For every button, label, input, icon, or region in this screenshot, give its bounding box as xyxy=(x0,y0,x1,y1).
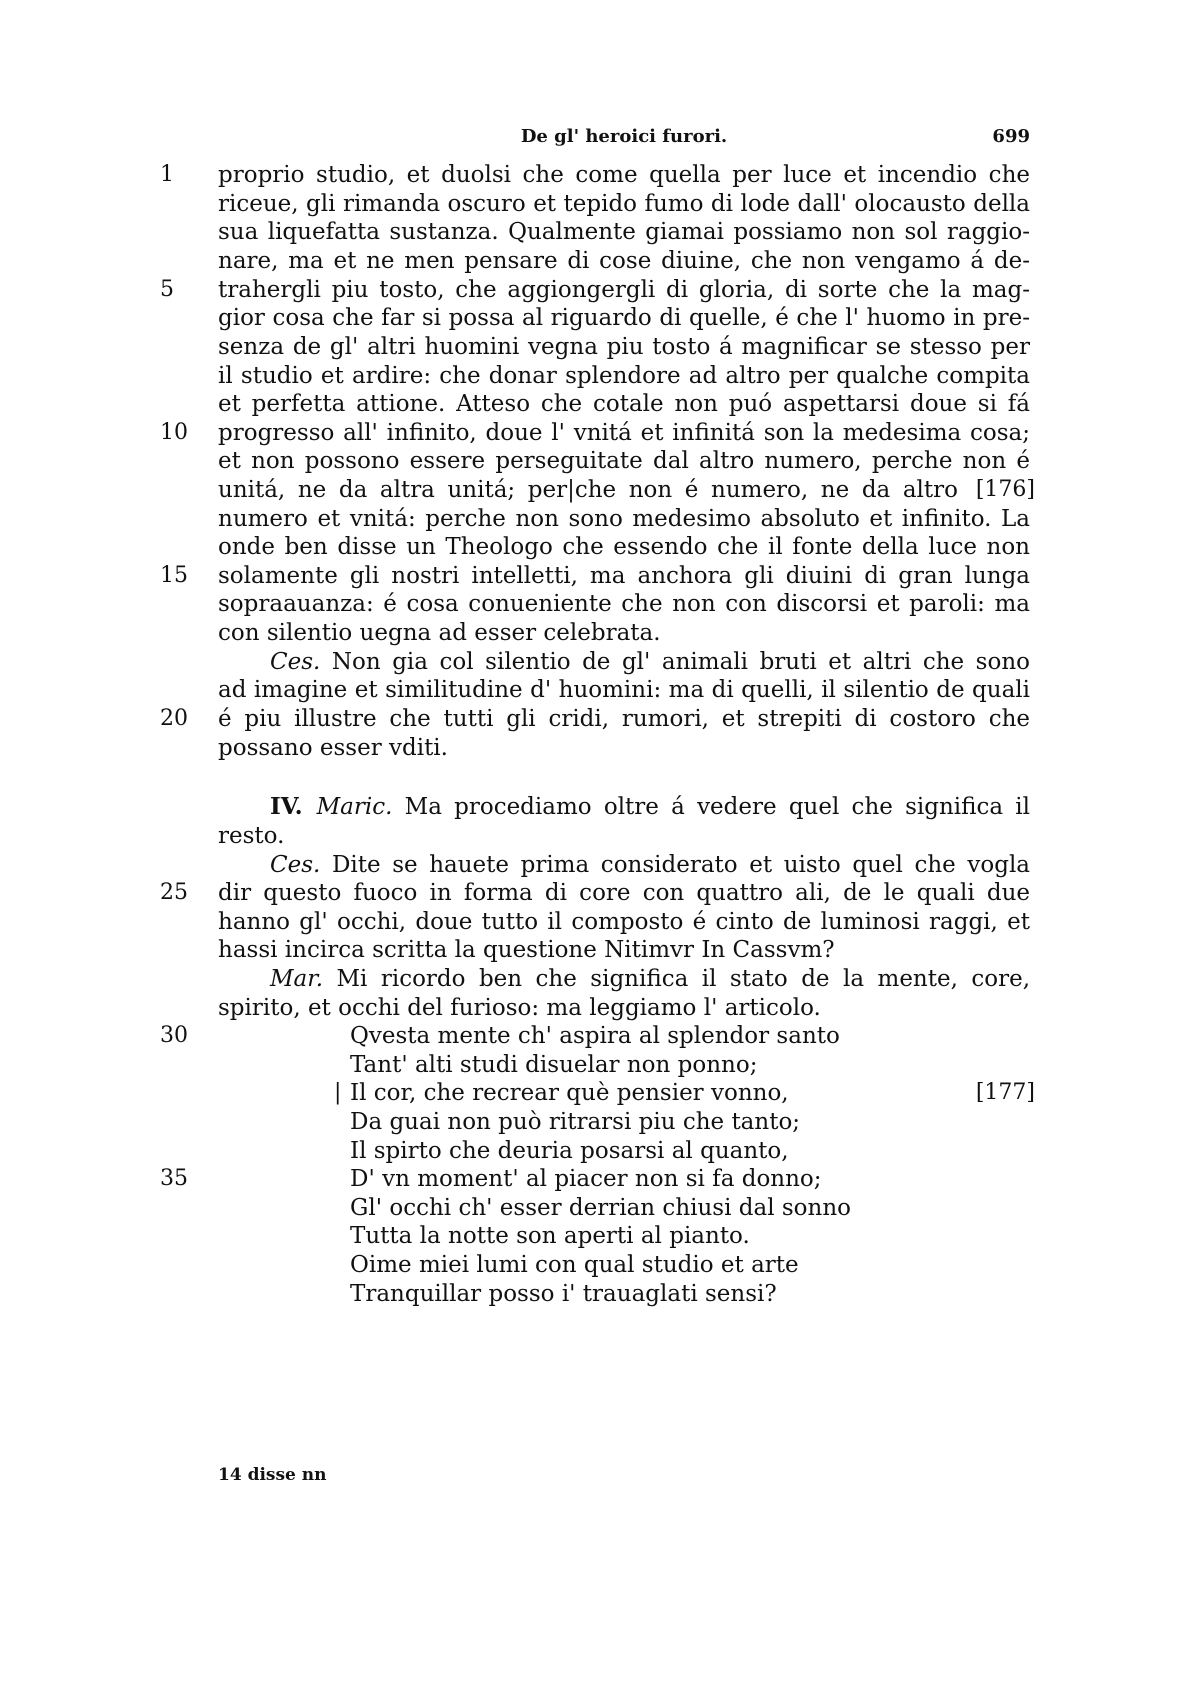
text-line: ad imagine et similitudine d' huomini: ma di quelli, il silentio de quali xyxy=(218,677,1030,703)
speech-text: Dite se hauete prima considerato et uisto quel che vogla xyxy=(331,852,1031,878)
text-line: é piu illustre che tutti gli cridi, rumori, et strepiti di costoro che xyxy=(218,706,1030,732)
text-line: progresso all' infinito, doue l' vnitá et infinitá son la medesima cosa; xyxy=(218,420,1030,446)
speaker-label: Ces. xyxy=(270,649,321,675)
verse-line: Tant' alti studi disuelar non ponno; xyxy=(350,1052,758,1078)
text-line: numero et vnitá: perche non sono medesimo absoluto et infinito. La xyxy=(218,506,1030,532)
speech-text: Non gia col silentio de gl' animali bruti et altri che sono xyxy=(331,649,1030,675)
text-line: hanno gl' occhi, doue tutto il composto é cinto de luminosi raggi, et xyxy=(218,909,1030,935)
section-numeral: IV. xyxy=(270,793,303,820)
text-line: sua liquefatta sustanza. Qualmente giamai possiamo non sol raggio- xyxy=(218,219,1030,245)
page-header xyxy=(218,126,1030,156)
text-line: dir questo fuoco in forma di core con quattro ali, de le quali due xyxy=(218,880,1030,906)
verse-line: Tutta la notte son aperti al pianto. xyxy=(350,1223,750,1249)
line-number: 15 xyxy=(160,563,188,588)
footnote: 14 disse nn xyxy=(218,1465,327,1485)
verse-line: Il cor, che recrear què pensier vonno, xyxy=(350,1080,789,1106)
text-line: possano esser vditi. xyxy=(218,735,448,761)
text-line: hassi incirca scritta la questione Nitimvr In Cassvm? xyxy=(218,937,835,963)
line-number: 10 xyxy=(160,420,188,445)
verse-line: Qvesta mente ch' aspira al splendor santo xyxy=(350,1023,840,1049)
text-line: trahergli piu tosto, che aggiongergli di gloria, di sorte che la mag- xyxy=(218,277,1030,303)
text-line: spirito, et occhi del furioso: ma leggiamo l' articolo. xyxy=(218,995,821,1021)
text-line: con silentio uegna ad esser celebrata. xyxy=(218,620,661,646)
text-line: solamente gli nostri intelletti, ma anchora gli diuini di gran lunga xyxy=(218,563,1030,589)
text-line: gior cosa che far si possa al riguardo di quelle, é che l' huomo in pre- xyxy=(218,305,1030,331)
text-line: onde ben disse un Theologo che essendo che il fonte della luce non xyxy=(218,534,1030,560)
text-line: nare, ma et ne men pensare di cose diuine, che non vengamo á de- xyxy=(218,248,1030,274)
page-number: 699 xyxy=(992,126,1030,147)
margin-reference: [176] xyxy=(975,477,1035,502)
line-number: 1 xyxy=(160,162,174,187)
verse-line: Oime miei lumi con qual studio et arte xyxy=(350,1252,799,1278)
verse-line: Il spirto che deuria posarsi al quanto, xyxy=(350,1138,789,1164)
speaker-label: Maric. xyxy=(316,794,393,820)
line-number: 20 xyxy=(160,706,188,731)
line-number: 25 xyxy=(160,880,188,905)
verse-line: Da guai non può ritrarsi piu che tanto; xyxy=(350,1109,801,1135)
text-line: senza de gl' altri huomini vegna piu tosto á magnificar se stesso per xyxy=(218,334,1030,360)
speech-line xyxy=(270,964,1030,996)
text-line: et perfetta attione. Atteso che cotale non puó aspettarsi doue si fá xyxy=(218,391,1030,417)
line-number: 5 xyxy=(160,277,174,302)
text-line: et non possono essere perseguitate dal altro numero, perche non é xyxy=(218,448,1030,474)
verse-line: Gl' occhi ch' esser derrian chiusi dal sonno xyxy=(350,1195,851,1221)
speaker-label: Ces. xyxy=(270,852,321,878)
verse-page-break-marker: | xyxy=(334,1080,342,1105)
text-line: resto. xyxy=(218,823,285,849)
speaker-label: Mar. xyxy=(270,966,324,992)
margin-reference: [177] xyxy=(975,1080,1035,1105)
speech-text: Ma procediamo oltre á vedere quel che significa il xyxy=(404,794,1031,820)
verse-line: D' vn moment' al piacer non si fa donno; xyxy=(350,1166,822,1192)
running-head: De gl' heroici furori. xyxy=(520,126,728,147)
text-line: proprio studio, et duolsi che come quella per luce et incendio che xyxy=(218,162,1030,188)
text-line: il studio et ardire: che donar splendore ad altro per qualche compita xyxy=(218,363,1030,389)
text-line: unitá, ne da altra unitá; per|che non é numero, ne da altro xyxy=(218,477,958,503)
text-line: riceue, gli rimanda oscuro et tepido fumo di lode dall' olocausto della xyxy=(218,191,1030,217)
line-number: 30 xyxy=(160,1023,188,1048)
speech-text: Mi ricordo ben che significa il stato de la mente, core, xyxy=(336,966,1030,992)
verse-line: Tranquillar posso i' trauaglati sensi? xyxy=(350,1281,777,1307)
line-number: 35 xyxy=(160,1166,188,1191)
section-heading-line xyxy=(270,792,1030,824)
text-line: sopraauanza: é cosa conueniente che non con discorsi et paroli: ma xyxy=(218,591,1030,617)
